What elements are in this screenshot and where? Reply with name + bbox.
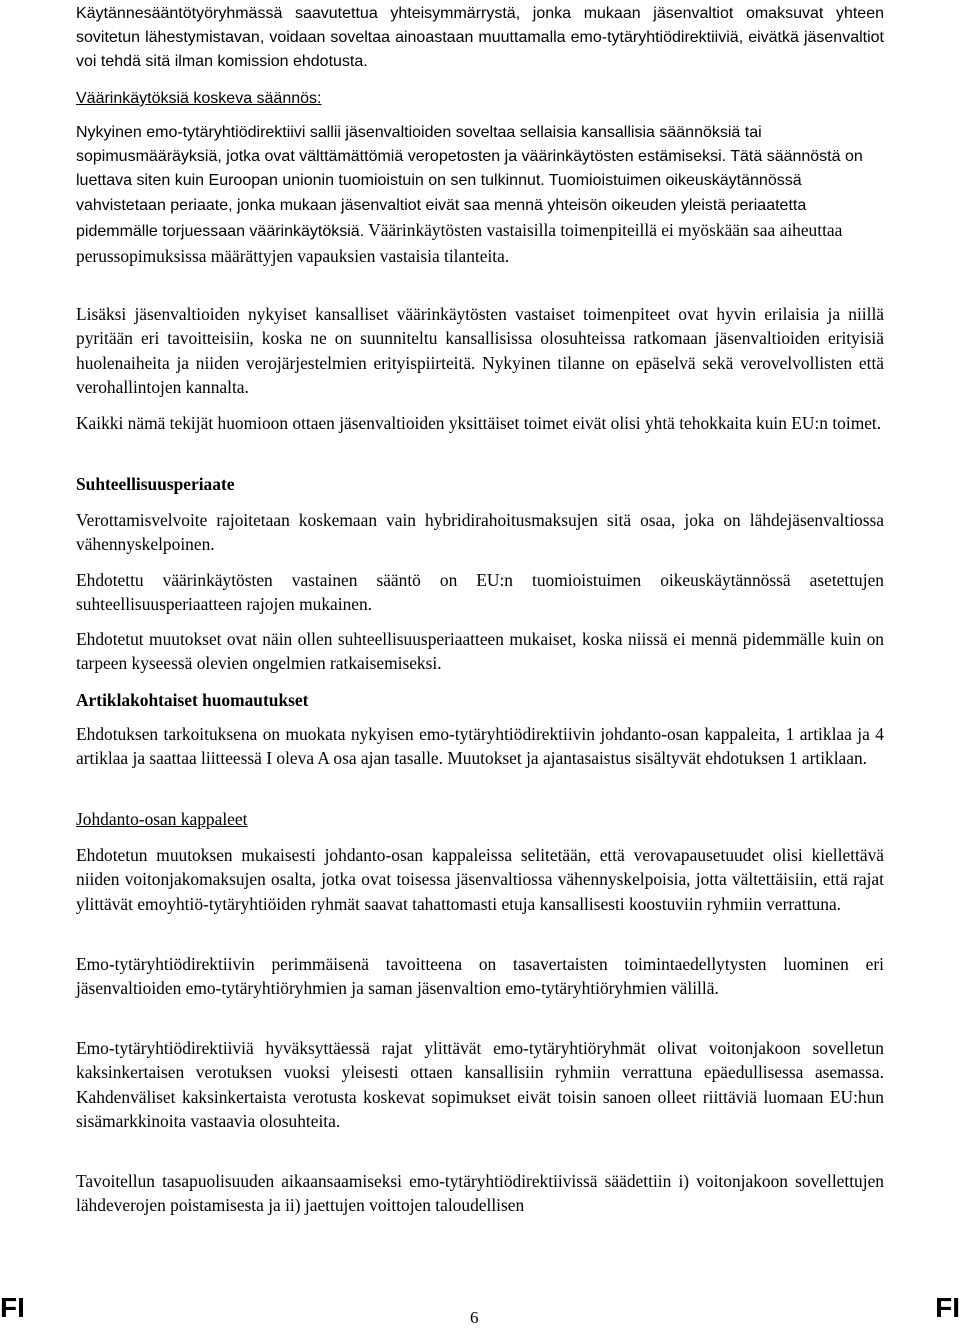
heading-recitals: Johdanto-osan kappaleet bbox=[76, 809, 248, 829]
paragraph-anti-abuse-b: Tuomioistuimen oikeuskäytännössä vahvistetaan periaate, jonka mukaan jäsenvaltiot eivät saa mennä yhteisön oikeuden yleistä periaatetta pidemmälle torjuessaan väärinkäytöksiä. bbox=[76, 172, 807, 240]
paragraph-recitals-2: Emo-tytäryhtiödirektiivin perimmäisenä tavoitteena on tasavertaisten toimintaedellytysten luominen eri jäsenvaltioiden emo-tytäryhtiöryhmien ja saman jäsenvaltion emo-tytäryhtiöryhmien välillä. bbox=[76, 954, 884, 999]
paragraph-anti-abuse-a: Nykyinen emo-tytäryhtiödirektiivi sallii jäsenvaltioiden soveltaa sellaisia kansallisia säännöksiä tai sopimusmääräyksiä, jotka ovat välttämättömiä veropetosten ja väärinkäytösten estämiseksi. Tätä säännöstä on luettava siten kuin Euroopan unionin tuomioistuin on sen tulkinnut. bbox=[76, 124, 863, 190]
paragraph-recitals-1: Ehdotetun muutoksen mukaisesti johdanto-osan kappaleissa selitetään, että verovapausetuudet olisi kiellettävä niiden voitonjakomaksujen osalta, jotka ovat toisessa jäsenvaltiossa vähennyskelpoisia, jotta vältettäisiin, että rajat ylittävät emoyhtiö-tytäryhtiöiden ryhmät saavat tahattomasti etuja kansallisesti koostuviin ryhmiin verrattuna. bbox=[76, 845, 884, 914]
paragraph-article-comments: Ehdotuksen tarkoituksena on muokata nykyisen emo-tytäryhtiödirektiivin johdanto-osan kappaleita, 1 artiklaa ja 4 artiklaa ja saattaa liitteessä I oleva A osa ajan tasalle. Muutokset ja ajantasaistus sisältyvät ehdotuksen 1 artiklaan. bbox=[76, 724, 884, 769]
paragraph-eu-action: Kaikki nämä tekijät huomioon ottaen jäsenvaltioiden yksittäiset toimet eivät olisi yhtä tehokkaita kuin EU:n toimet. bbox=[76, 413, 882, 433]
paragraph-anti-abuse-c: Väärinkäytösten vastaisilla toimenpiteillä ei myöskään saa aiheuttaa perussopimuksissa määrättyjen vapauksien vastaisia tilanteita. bbox=[76, 219, 843, 267]
page-number: 6 bbox=[470, 1308, 479, 1327]
paragraph-proportionality-1: Verottamisvelvoite rajoitetaan koskemaan vain hybridirahoitusmaksujen sitä osaa, joka on lähdejäsenvaltiossa vähennyskelpoinen. bbox=[76, 510, 884, 555]
paragraph-national-measures: Lisäksi jäsenvaltioiden nykyiset kansalliset väärinkäytösten vastaiset toimenpiteet ovat hyvin erilaisia ja niillä pyritään eri tavoitteisiin, koska ne on suunniteltu kansallisissa olosuhteissa ratkomaan jäsenvaltioiden erityisiä huolenaiheita ja niiden verojärjestelmien erityispiirteitä. Nykyinen tilanne on epäselvä sekä verovelvollisten että verohallintojen kannalta. bbox=[76, 304, 884, 398]
paragraph-anti-abuse bbox=[76, 121, 884, 268]
paragraph-proportionality-3: Ehdotetut muutokset ovat näin ollen suhteellisuusperiaatteen mukaiset, koska niissä ei mennä pidemmälle kuin on tarpeen kyseessä olevien ongelmien ratkaisemiseksi. bbox=[76, 629, 884, 674]
paragraph-recitals-3: Emo-tytäryhtiödirektiiviä hyväksyttäessä rajat ylittävät emo-tytäryhtiöryhmät olivat voitonjakoon sovelletun kaksinkertaisen verotuksen vuoksi yleisesti ottaen kansallisiin ryhmiin verrattuna epäedullisessa asemassa. Kahdenväliset kaksinkertaista verotusta koskevat sopimukset eivät toisin sanoen olleet riittäviä luomaan EU:hun sisämarkkinoita vastaavia olosuhteita. bbox=[76, 1038, 884, 1132]
paragraph-intro: Käytännesääntötyöryhmässä saavutettua yhteisymmärrystä, jonka mukaan jäsenvaltiot omaksuvat yhteen sovitetun lähestymistavan, voidaan soveltaa ainoastaan muuttamalla emo-tytäryhtiödirektiiviä, eivätkä jäsenvaltiot voi tehdä sitä ilman komission ehdotusta. bbox=[76, 5, 884, 71]
paragraph-proportionality-2: Ehdotettu väärinkäytösten vastainen sääntö on EU:n tuomioistuimen oikeuskäytännössä asetettujen suhteellisuusperiaatteen rajojen mukainen. bbox=[76, 570, 884, 615]
page-footer bbox=[0, 1290, 960, 1330]
heading-article-comments: Artiklakohtaiset huomautukset bbox=[76, 690, 309, 710]
language-code-right: FI bbox=[935, 1292, 960, 1323]
heading-anti-abuse: Väärinkäytöksiä koskeva säännös: bbox=[76, 90, 322, 107]
language-code-left: FI bbox=[0, 1292, 25, 1323]
heading-proportionality: Suhteellisuusperiaate bbox=[76, 474, 235, 494]
paragraph-recitals-4: Tavoitellun tasapuolisuuden aikaansaamiseksi emo-tytäryhtiödirektiivissä säädettiin i) voitonjakoon sovellettujen lähdeverojen poistamisesta ja ii) jaettujen voittojen taloudellisen bbox=[76, 1171, 884, 1216]
